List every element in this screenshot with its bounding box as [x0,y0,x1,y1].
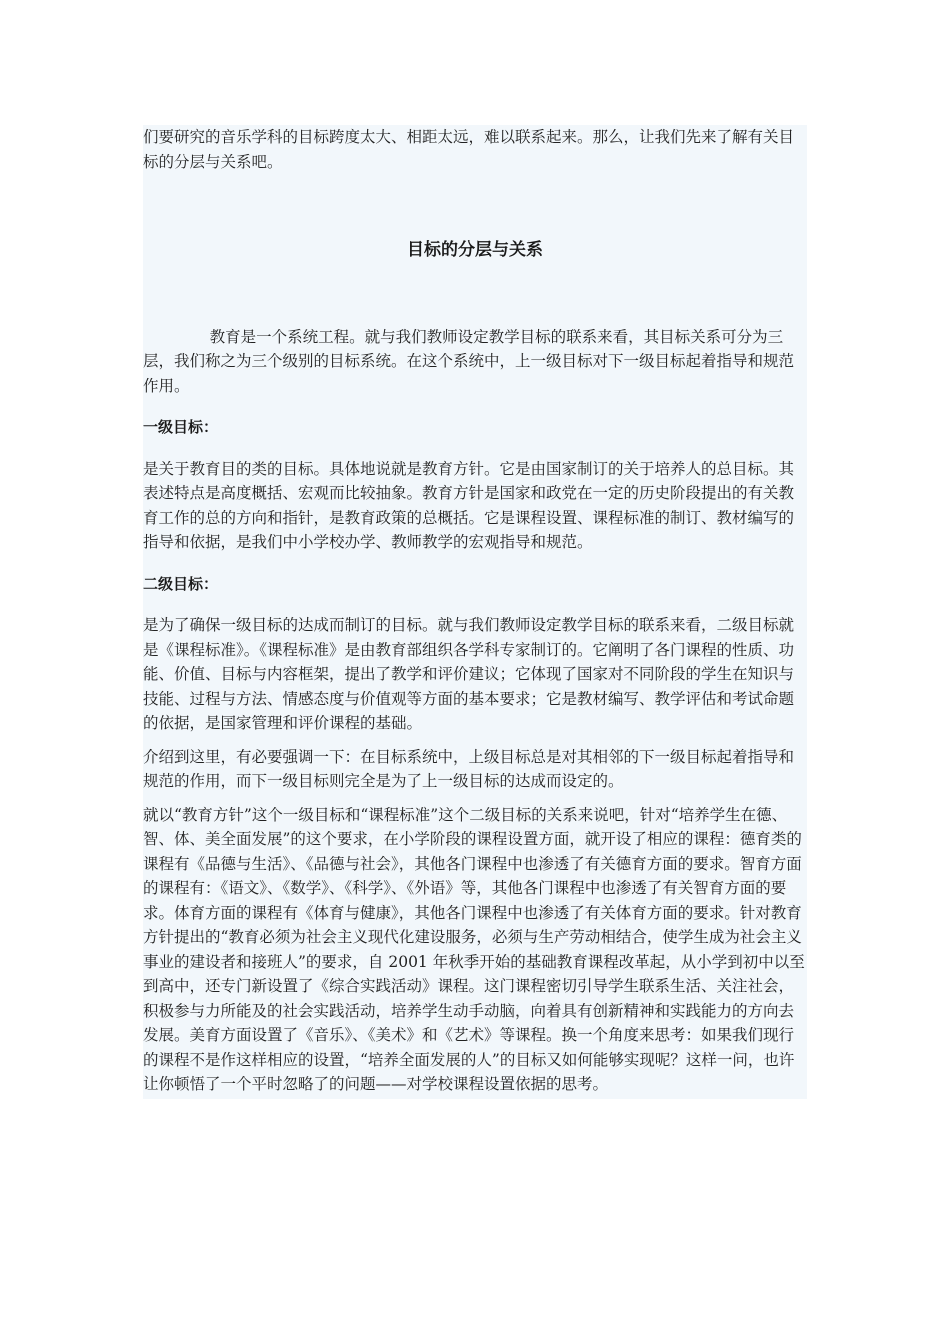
emphasis-paragraph: 介绍到这里，有必要强调一下：在目标系统中，上级目标总是对其相邻的下一级目标起着指导和规范的作用，而下一级目标则完全是为了上一级目标的达成而设定的。 [143,747,795,790]
level-one-paragraph: 是关于教育目的类的目标。具体地说就是教育方针。它是由国家制订的关于培养人的总目标。其表述特点是高度概括、宏观而比较抽象。教育方针是国家和政党在一定的历史阶段提出的有关教育工作的总的方向和指针，是教育政策的总概括。它是课程设置、课程标准的制订、教材编写的指导和依据，是我们中小学校办学、教师教学的宏观指导和规范。 [143,459,795,551]
level-two-label: 二级目标： [143,574,219,593]
section-heading: 目标的分层与关系 [407,240,543,260]
level-one-label: 一级目标： [143,418,219,436]
document-content [143,125,807,1099]
example-paragraph: 就以“教育方针”这个一级目标和“课程标准”这个二级目标的关系来说吧，针对“培养学生在德、智、体、美全面发展”的这个要求，在小学阶段的课程设置方面，就开设了相应的课程：德育类的课程有《品德与生活》、《品德与社会》，其他各门课程中也渗透了有关德育方面的要求。智育方面的课程有：《语文》、《数学》、《科学》、《外语》等，其他各门课程中也渗透了有关智育方面的要求。体育方面的课程有《体育与健康》，其他各门课程中也渗透了有关体育方面的要求。针对教育方针提出的“教育必须为社会主义现代化建设服务，必须与生产劳动相结合，使学生成为社会主义事业的建设者和接班人”的要求，自 2001 年秋季开始的基础教育课程改革起，从小学到初中以至到高中，还专门新设置了《综合实践活动》课程。这门课程密切引导学生联系生活、关注社会，积极参与力所能及的社会实践活动，培养学生动手动脑，向着具有创新精神和实践能力的方向去发展。美育方面设置了《音乐》、《美术》和《艺术》等课程。换一个角度来思考：如果我们现行的课程不是作这样相应的设置，“培养全面发展的人”的目标又如何能够实现呢？这样一问，也许让你顿悟了一个平时忽略了的问题——对学校课程设置依据的思考。 [143,805,805,1093]
overview-paragraph: 教育是一个系统工程。就与我们教师设定教学目标的联系来看，其目标关系可分为三层，我们称之为三个级别的目标系统。在这个系统中，上一级目标对下一级目标起着指导和规范作用。 [143,327,795,395]
intro-paragraph: 们要研究的音乐学科的目标跨度太大、相距太远，难以联系起来。那么，让我们先来了解有关目标的分层与关系吧。 [143,128,795,171]
level-two-paragraph: 是为了确保一级目标的达成而制订的目标。就与我们教师设定教学目标的联系来看，二级目标就是《课程标准》。《课程标准》是由教育部组织各学科专家制订的。它阐明了各门课程的性质、功能、价值、目标与内容框架，提出了教学和评价建议；它体现了国家对不同阶段的学生在知识与技能、过程与方法、情感态度与价值观等方面的基本要求；它是教材编写、教学评估和考试命题的依据，是国家管理和评价课程的基础。 [143,616,795,732]
